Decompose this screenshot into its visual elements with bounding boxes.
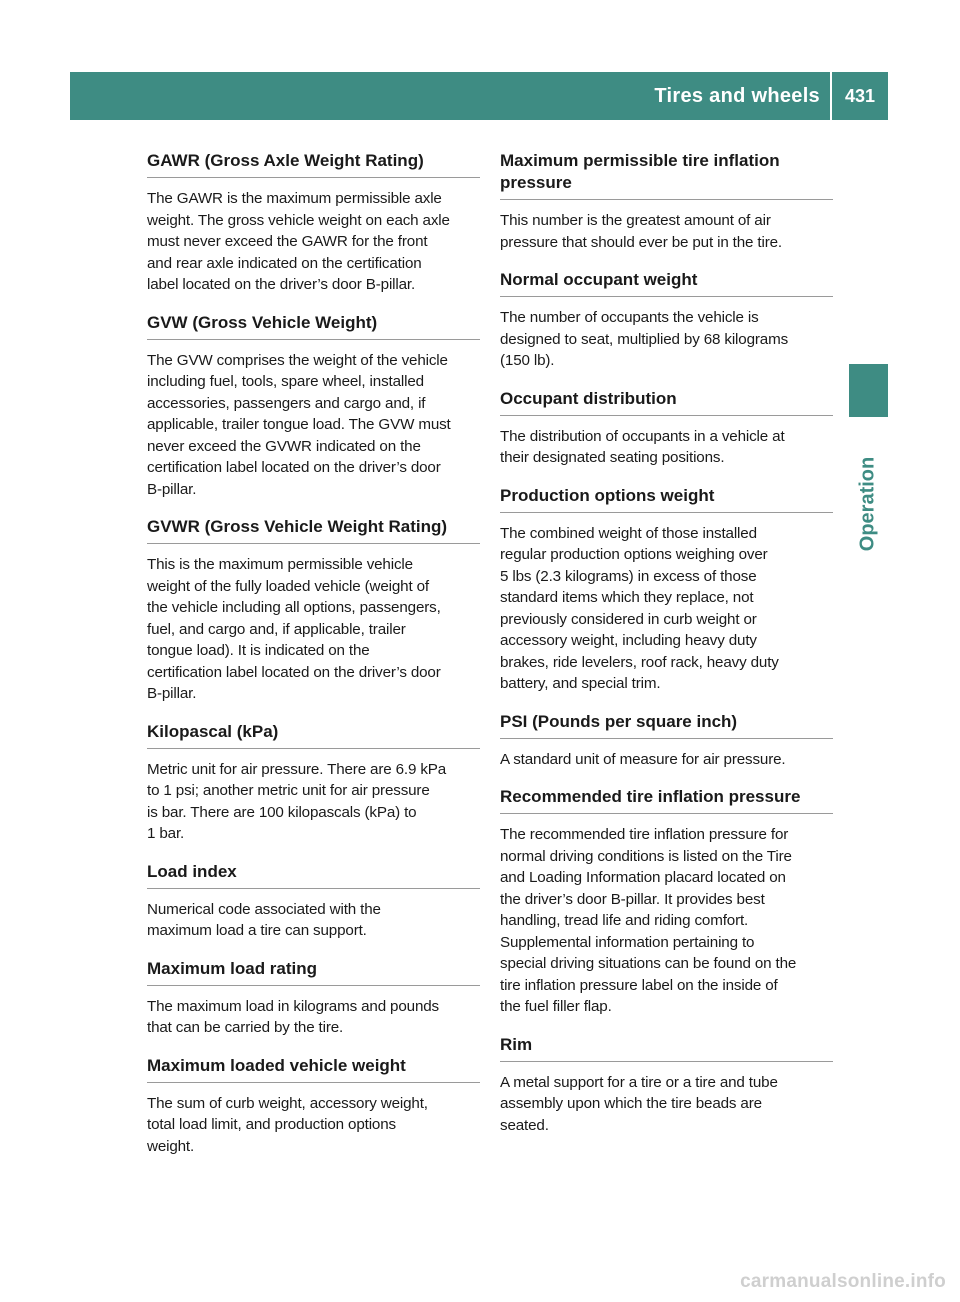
- glossary-entry: [500, 1034, 833, 1137]
- entry-title: PSI (Pounds per square inch): [500, 711, 833, 739]
- entry-body: The GAWR is the maximum permissible axle weight. The gross vehicle weight on each axle must never exceed the GAWR for the front and rear axle indicated on the certification label located on the driver’s door B-pillar.: [147, 190, 450, 293]
- glossary-entry: [147, 1055, 480, 1158]
- glossary-entry: [147, 958, 480, 1039]
- entry-title: Normal occupant weight: [500, 269, 833, 297]
- right-column: [500, 150, 833, 1152]
- glossary-entry: [500, 711, 833, 771]
- entry-body: A standard unit of measure for air pressure.: [500, 750, 786, 768]
- page-number: 431: [844, 86, 876, 106]
- glossary-entry: [147, 150, 480, 296]
- entry-title: Occupant distribution: [500, 388, 833, 416]
- section-title: Tires and wheels: [654, 85, 820, 107]
- entry-title: Production options weight: [500, 485, 833, 513]
- entry-body: The recommended tire inflation pressure for normal driving conditions is listed on the Tire and Loading Information placard located on the driver’s door B-pillar. It provides best handling, tread life and riding comfort. Supplemental information pertaining to special driving situations can be found on the tire inflation pressure label on the inside of the fuel filler flap.: [500, 826, 797, 1015]
- glossary-entry: [147, 516, 480, 705]
- entry-title: GVW (Gross Vehicle Weight): [147, 312, 480, 340]
- glossary-entry: [147, 312, 480, 501]
- glossary-entry: [147, 721, 480, 845]
- entry-body: The distribution of occupants in a vehicle at their designated seating positions.: [500, 427, 785, 466]
- side-tab-marker: [849, 364, 888, 417]
- glossary-entry: [500, 269, 833, 372]
- entry-body: Metric unit for air pressure. There are 6.9 kPa to 1 psi; another metric unit for air pressure is bar. There are 100 kilopascals (kPa) to 1 bar.: [147, 760, 447, 842]
- entry-title: Maximum loaded vehicle weight: [147, 1055, 480, 1083]
- entry-body: Numerical code associated with the maximum load a tire can support.: [147, 900, 381, 939]
- entry-title: Maximum load rating: [147, 958, 480, 986]
- glossary-entry: [147, 861, 480, 942]
- side-tab-label: Operation: [856, 456, 879, 552]
- entry-title: GVWR (Gross Vehicle Weight Rating): [147, 516, 480, 544]
- entry-title: GAWR (Gross Axle Weight Rating): [147, 150, 480, 178]
- entry-title: Maximum permissible tire inflation pressure: [500, 150, 833, 200]
- header-bar: [70, 72, 888, 120]
- entry-body: A metal support for a tire or a tire and tube assembly upon which the tire beads are seated.: [500, 1073, 778, 1134]
- entry-body: The GVW comprises the weight of the vehicle including fuel, tools, spare wheel, installed accessories, passengers and cargo and, if applicable, trailer tongue load. The GVW must never exceed the GVWR indicated on the certification label located on the driver’s door B-pillar.: [147, 351, 451, 498]
- glossary-entry: [500, 150, 833, 253]
- entry-body: This number is the greatest amount of air pressure that should ever be put in the tire.: [500, 212, 782, 251]
- entry-body: The maximum load in kilograms and pounds that can be carried by the tire.: [147, 997, 439, 1036]
- left-column: [147, 150, 480, 1173]
- glossary-entry: [500, 786, 833, 1018]
- watermark: carmanualsonline.info: [740, 1271, 946, 1292]
- entry-body: The combined weight of those installed regular production options weighing over 5 lbs (2.3 kilograms) in excess of those standard items which they replace, not previously considered in curb weight or accessory weight, including heavy duty brakes, ride levelers, roof rack, heavy duty battery, and special trim.: [500, 524, 779, 692]
- glossary-entry: [500, 388, 833, 469]
- entry-title: Rim: [500, 1034, 833, 1062]
- entry-title: Kilopascal (kPa): [147, 721, 480, 749]
- glossary-entry: [500, 485, 833, 695]
- entry-body: The sum of curb weight, accessory weight, total load limit, and production options weight.: [147, 1094, 428, 1155]
- entry-title: Recommended tire inflation pressure: [500, 786, 833, 814]
- entry-body: The number of occupants the vehicle is designed to seat, multiplied by 68 kilograms (150 lb).: [500, 309, 789, 369]
- entry-title: Load index: [147, 861, 480, 889]
- entry-body: This is the maximum permissible vehicle weight of the fully loaded vehicle (weight of the vehicle including all options, passengers, fuel, and cargo and, if applicable, trailer tongue load). It is indicated on the certification label located on the driver’s door B-pillar.: [147, 556, 441, 702]
